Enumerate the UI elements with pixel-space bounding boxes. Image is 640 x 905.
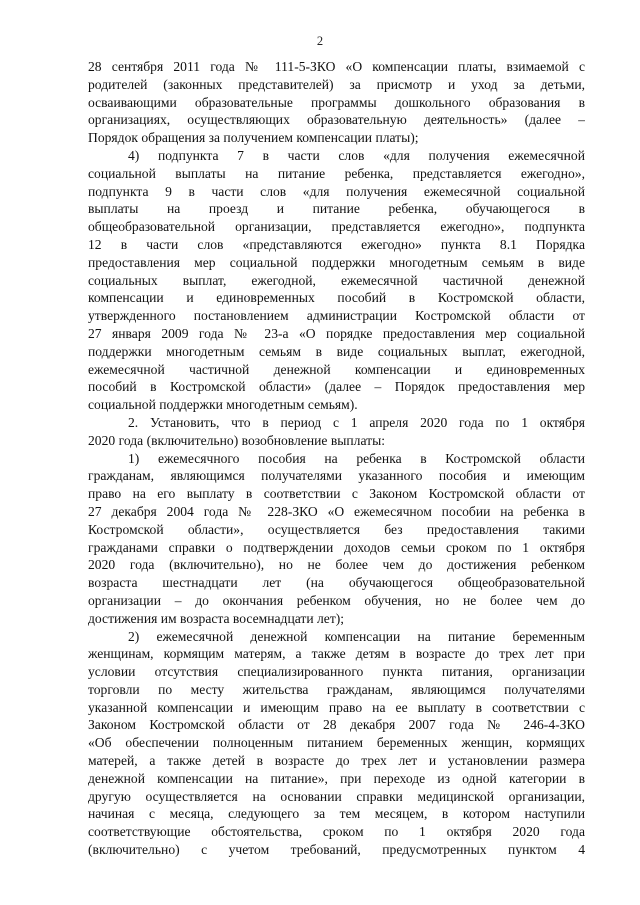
- text-line: указанной компенсации и имеющим право на ее выплату в соответствии с: [88, 699, 585, 715]
- text-line: социальной поддержки многодетным семьям).: [88, 397, 358, 413]
- page-number: 2: [316, 34, 324, 48]
- body-text: [88, 58, 585, 859]
- text-line: ежемесячной частичной денежной компенсации и единовременных: [88, 361, 585, 377]
- text-line: 2020 года (включительно), но не более чем до достижения ребенком: [88, 557, 585, 573]
- text-line: 2) ежемесячной денежной компенсации на питание беременным: [128, 628, 585, 644]
- text-line: утвержденного постановлением администрации Костромской области от: [88, 308, 585, 324]
- text-line: право на его выплату в соответствии с Законом Костромской области от: [88, 486, 585, 502]
- text-line: выплаты на проезд и питание ребенка, обучающегося в: [88, 201, 585, 217]
- text-line: возраста шестнадцати лет (на обучающегося общеобразовательной: [88, 575, 585, 591]
- text-line: организациях, осуществляющих образовательную деятельность» (далее –: [88, 112, 585, 128]
- text-line: 2. Установить, что в период с 1 апреля 2020 года по 1 октября: [128, 414, 585, 430]
- text-line: 12 в части слов «представляются ежегодно» пункта 8.1 Порядка: [88, 236, 585, 252]
- text-line: социальных выплат, ежегодной, ежемесячной частичной денежной: [88, 272, 585, 288]
- text-line: Костромской области», осуществляется без предоставления такими: [88, 521, 585, 537]
- text-line: 27 декабря 2004 года № 228-ЗКО «О ежемесячном пособии на ребенка в: [88, 503, 585, 519]
- text-line: гражданам, являющимся получателями указанного пособия и имеющим: [88, 468, 585, 484]
- text-line: достижения им возраста восемнадцати лет);: [88, 610, 345, 626]
- text-line: Порядок обращения за получением компенсации платы);: [88, 130, 419, 146]
- text-line: соответствующие обстоятельства, сроком по 1 октября 2020 года: [88, 824, 585, 840]
- text-line: 4) подпункта 7 в части слов «для получения ежемесячной: [128, 147, 585, 163]
- text-line: 1) ежемесячного пособия на ребенка в Костромской области: [128, 450, 585, 466]
- text-line: «Об обеспечении полноценным питанием беременных женщин, кормящих: [88, 735, 585, 751]
- text-line: торговли по месту жительства гражданам, являющимся получателями: [88, 681, 585, 697]
- text-line: 2020 года (включительно) возобновление выплаты:: [88, 432, 385, 448]
- text-line: 27 января 2009 года № 23-а «О порядке предоставления мер социальной: [88, 325, 585, 341]
- text-line: Законом Костромской области от 28 декабря 2007 года № 246-4-ЗКО: [88, 717, 585, 733]
- text-line: матерей, а также детей в возрасте до трех лет и установлении размера: [88, 753, 585, 769]
- text-line: общеобразовательной организации, представляется ежегодно», подпункта: [88, 219, 585, 235]
- text-line: родителей (законных представителей) за присмотр и уход за детьми,: [88, 76, 585, 92]
- text-line: условии отсутствия специализированного пункта питания, организации: [88, 664, 585, 680]
- text-line: женщинам, кормящим матерям, а также детям в возрасте до трех лет при: [88, 646, 585, 662]
- text-line: начиная с месяца, следующего за тем месяцем, в котором наступили: [88, 806, 585, 822]
- text-line: пособий в Костромской области» (далее – Порядок предоставления мер: [88, 379, 585, 395]
- text-line: предоставления мер социальной поддержки многодетным семьям в виде: [88, 254, 585, 270]
- text-line: 28 сентября 2011 года № 111-5-ЗКО «О компенсации платы, взимаемой с: [88, 59, 585, 74]
- text-line: (включительно) с учетом требований, предусмотренных пунктом 4: [88, 842, 585, 858]
- text-line: гражданами справки о подтверждении доходов семьи сроком по 1 октября: [88, 539, 585, 555]
- text-line: другую осуществляется на основании справки медицинской организации,: [88, 788, 585, 804]
- text-line: подпункта 9 в части слов «для получения ежемесячной социальной: [88, 183, 585, 199]
- text-line: компенсации и единовременных пособий в Костромской области,: [88, 290, 585, 306]
- text-line: денежной компенсации на питание», при переходе из одной категории в: [88, 770, 585, 786]
- text-line: поддержки многодетным семьям в виде социальных выплат, ежегодной,: [88, 343, 585, 359]
- text-line: осваивающими образовательные программы дошкольного образования в: [88, 94, 585, 110]
- text-line: организации – до окончания ребенком обучения, но не более чем до: [88, 592, 585, 608]
- text-line: социальной выплаты на питание ребенка, представляется ежегодно»,: [88, 165, 585, 181]
